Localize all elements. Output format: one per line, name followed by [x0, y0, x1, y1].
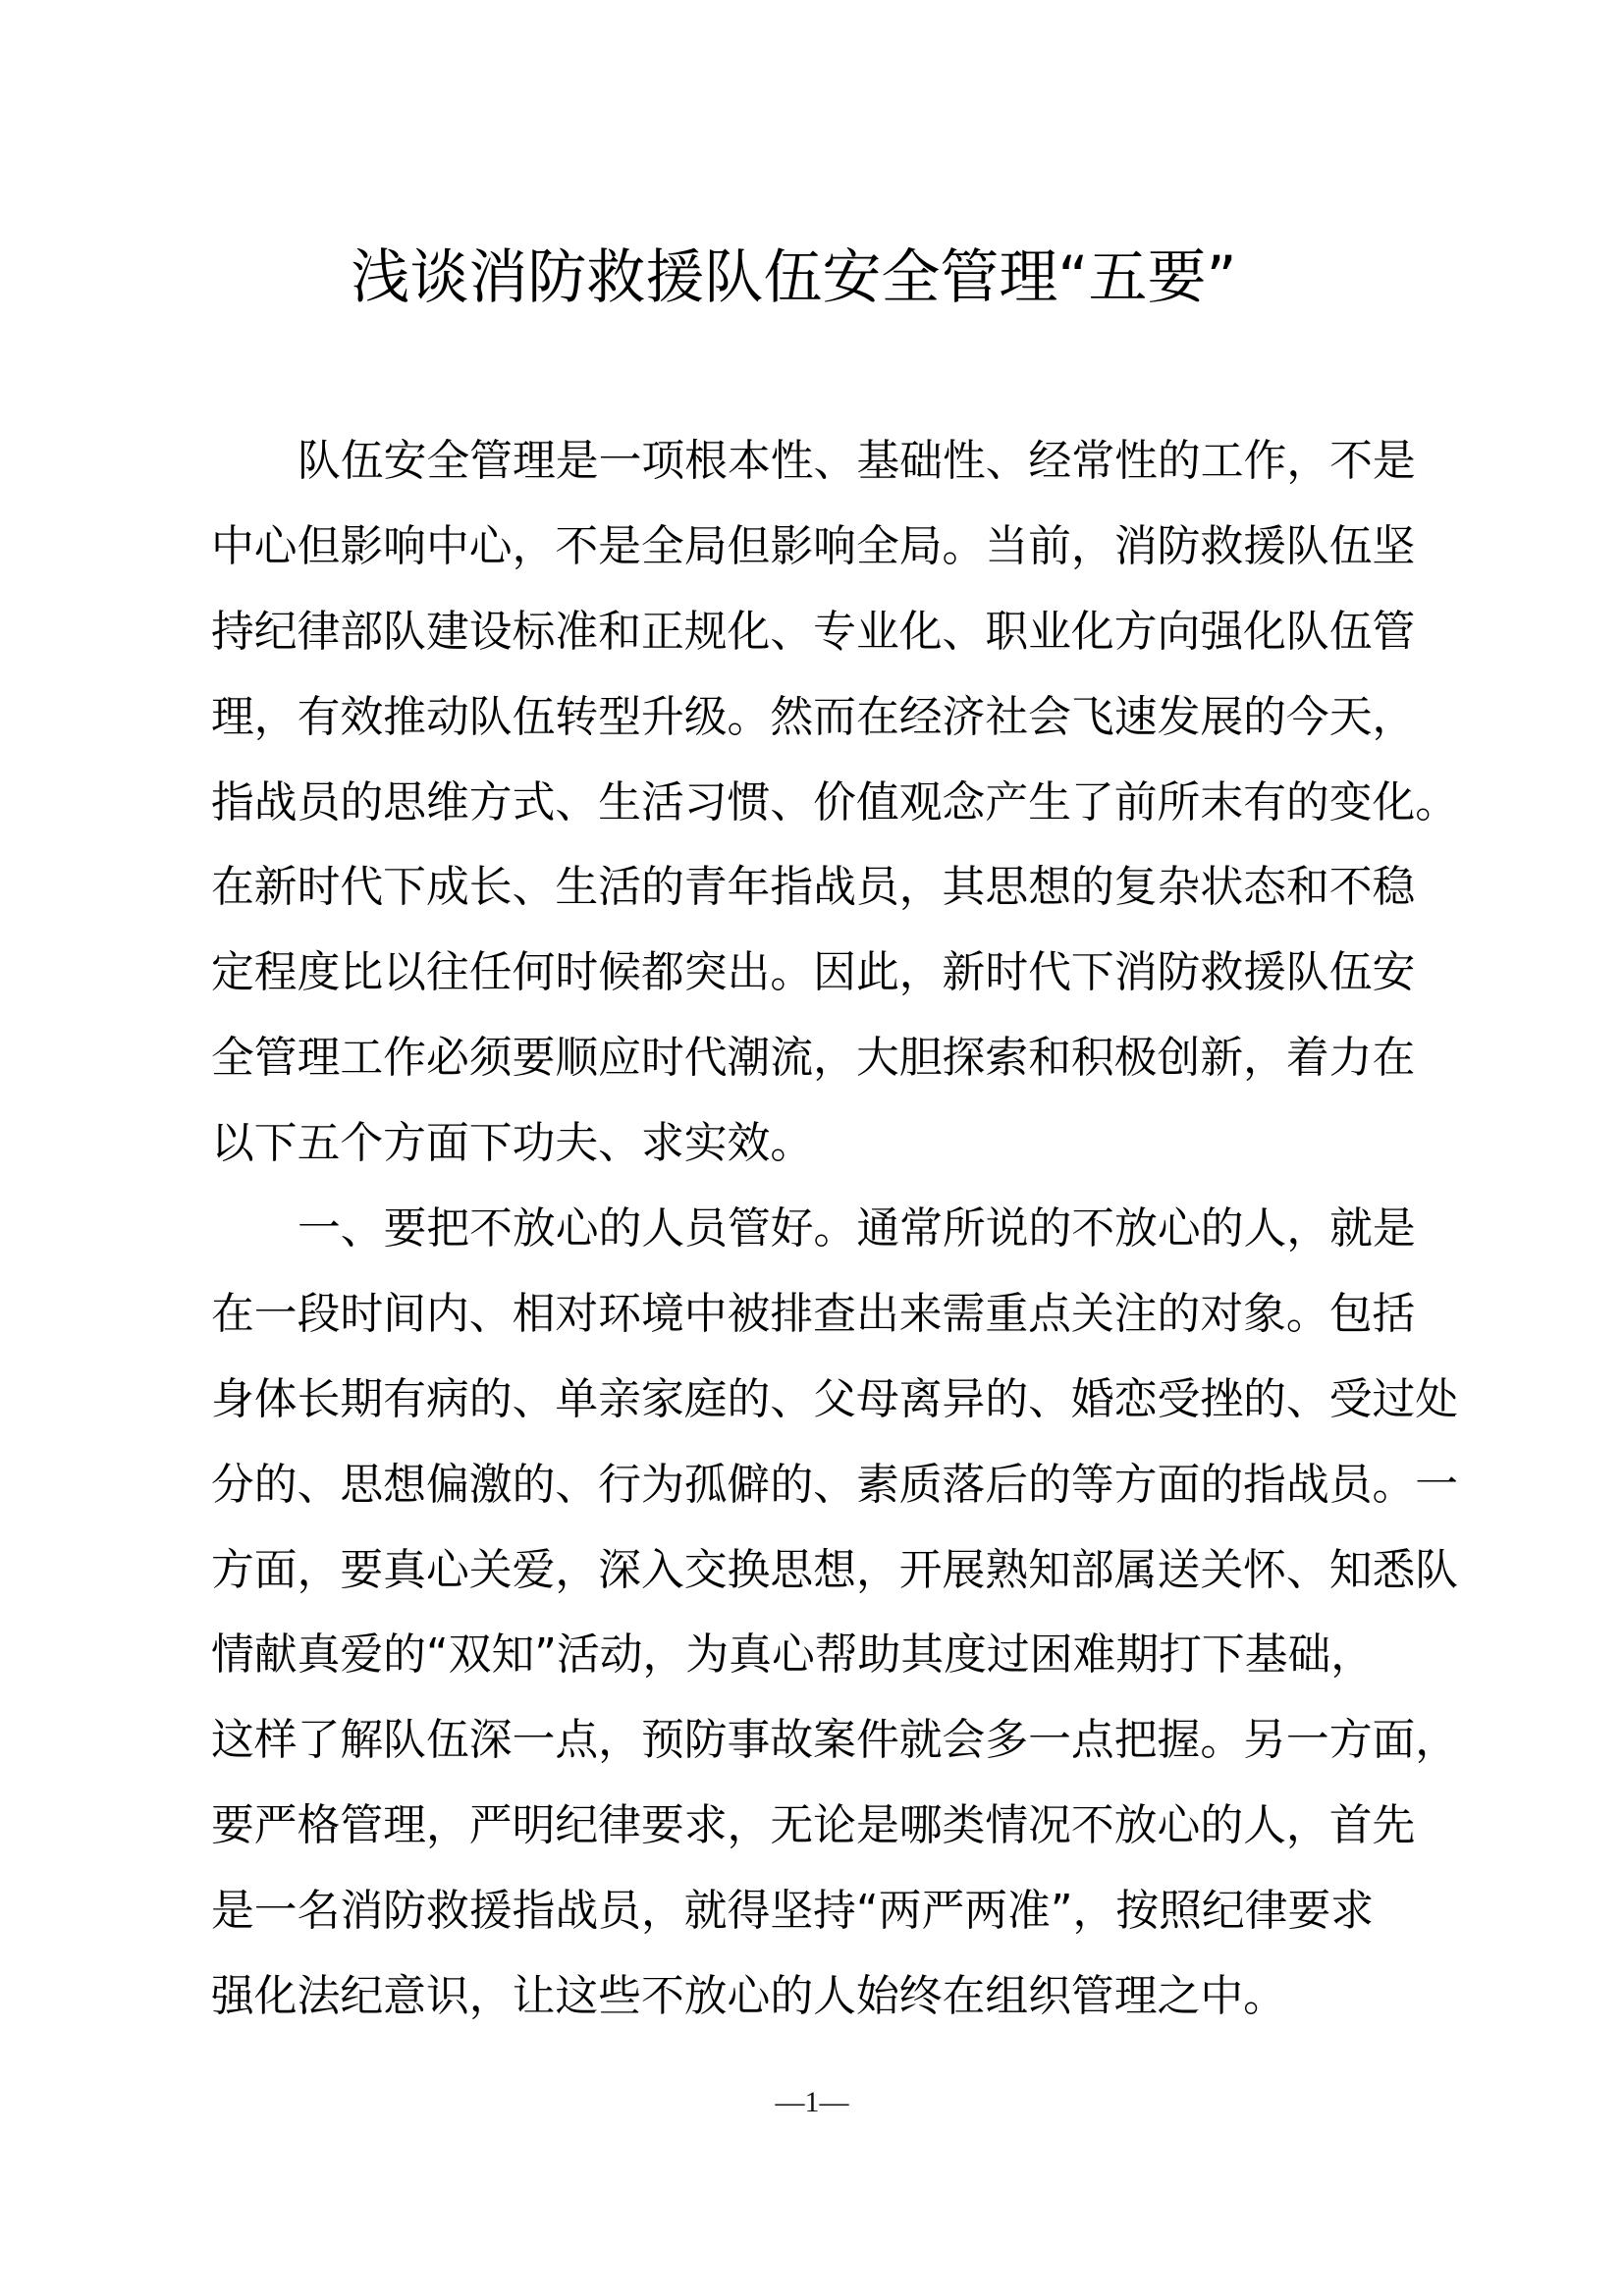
- text-line: 中心但影响中心，不是全局但影响全局。当前，消防救援队伍坚: [211, 520, 1416, 571]
- text-line: 强化法纪意识，让这些不放心的人始终在组织管理之中。: [211, 1971, 1286, 2022]
- document-title: 浅谈消防救援队伍安全管理“五要”: [351, 243, 1237, 312]
- text-line: 情献真爱的“双知”活动，为真心帮助其度过困难期打下基础，: [211, 1629, 1375, 1681]
- text-line: 这样了解队伍深一点，预防事故案件就会多一点把握。另一方面，: [211, 1715, 1459, 1766]
- page-number: —1—: [775, 2086, 849, 2118]
- text-line: 是一名消防救援指战员，就得坚持“两严两准”，按照纪律要求: [211, 1886, 1375, 1937]
- text-line: 一、要把不放心的人员管好。通常所说的不放心的人，就是: [298, 1203, 1416, 1255]
- text-line: 队伍安全管理是一项根本性、基础性、经常性的工作，不是: [298, 436, 1416, 486]
- text-line: 理，有效推动队伍转型升级。然而在经济社会飞速发展的今天，: [211, 691, 1416, 742]
- paragraph-section-one: [211, 1187, 1459, 2040]
- text-line: 定程度比以往任何时候都突出。因此，新时代下消防救援队伍安: [211, 947, 1416, 998]
- text-line: 持纪律部队建设标准和正规化、专业化、职业化方向强化队伍管: [211, 606, 1416, 657]
- text-line: 在一段时间内、相对环境中被排查出来需重点关注的对象。包括: [211, 1288, 1416, 1339]
- document-body: [211, 419, 1459, 2040]
- text-line: 以下五个方面下功夫、求实效。: [211, 1118, 814, 1169]
- text-line: 身体长期有病的、单亲家庭的、父母离异的、婚恋受挫的、受过处: [211, 1373, 1459, 1424]
- text-line: 要严格管理，严明纪律要求，无论是哪类情况不放心的人，首先: [211, 1800, 1416, 1851]
- text-line: 分的、思想偏激的、行为孤僻的、素质落后的等方面的指战员。一: [211, 1459, 1459, 1510]
- text-line: 方面，要真心关爱，深入交换思想，开展熟知部属送关怀、知悉队: [211, 1544, 1459, 1595]
- text-line: 全管理工作必须要顺应时代潮流，大胆探索和积极创新，着力在: [211, 1033, 1416, 1084]
- paragraph-intro: [211, 419, 1459, 1187]
- text-line: 在新时代下成长、生活的青年指战员，其思想的复杂状态和不稳: [211, 862, 1416, 913]
- text-line: 指战员的思维方式、生活习惯、价值观念产生了前所末有的变化。: [211, 776, 1459, 828]
